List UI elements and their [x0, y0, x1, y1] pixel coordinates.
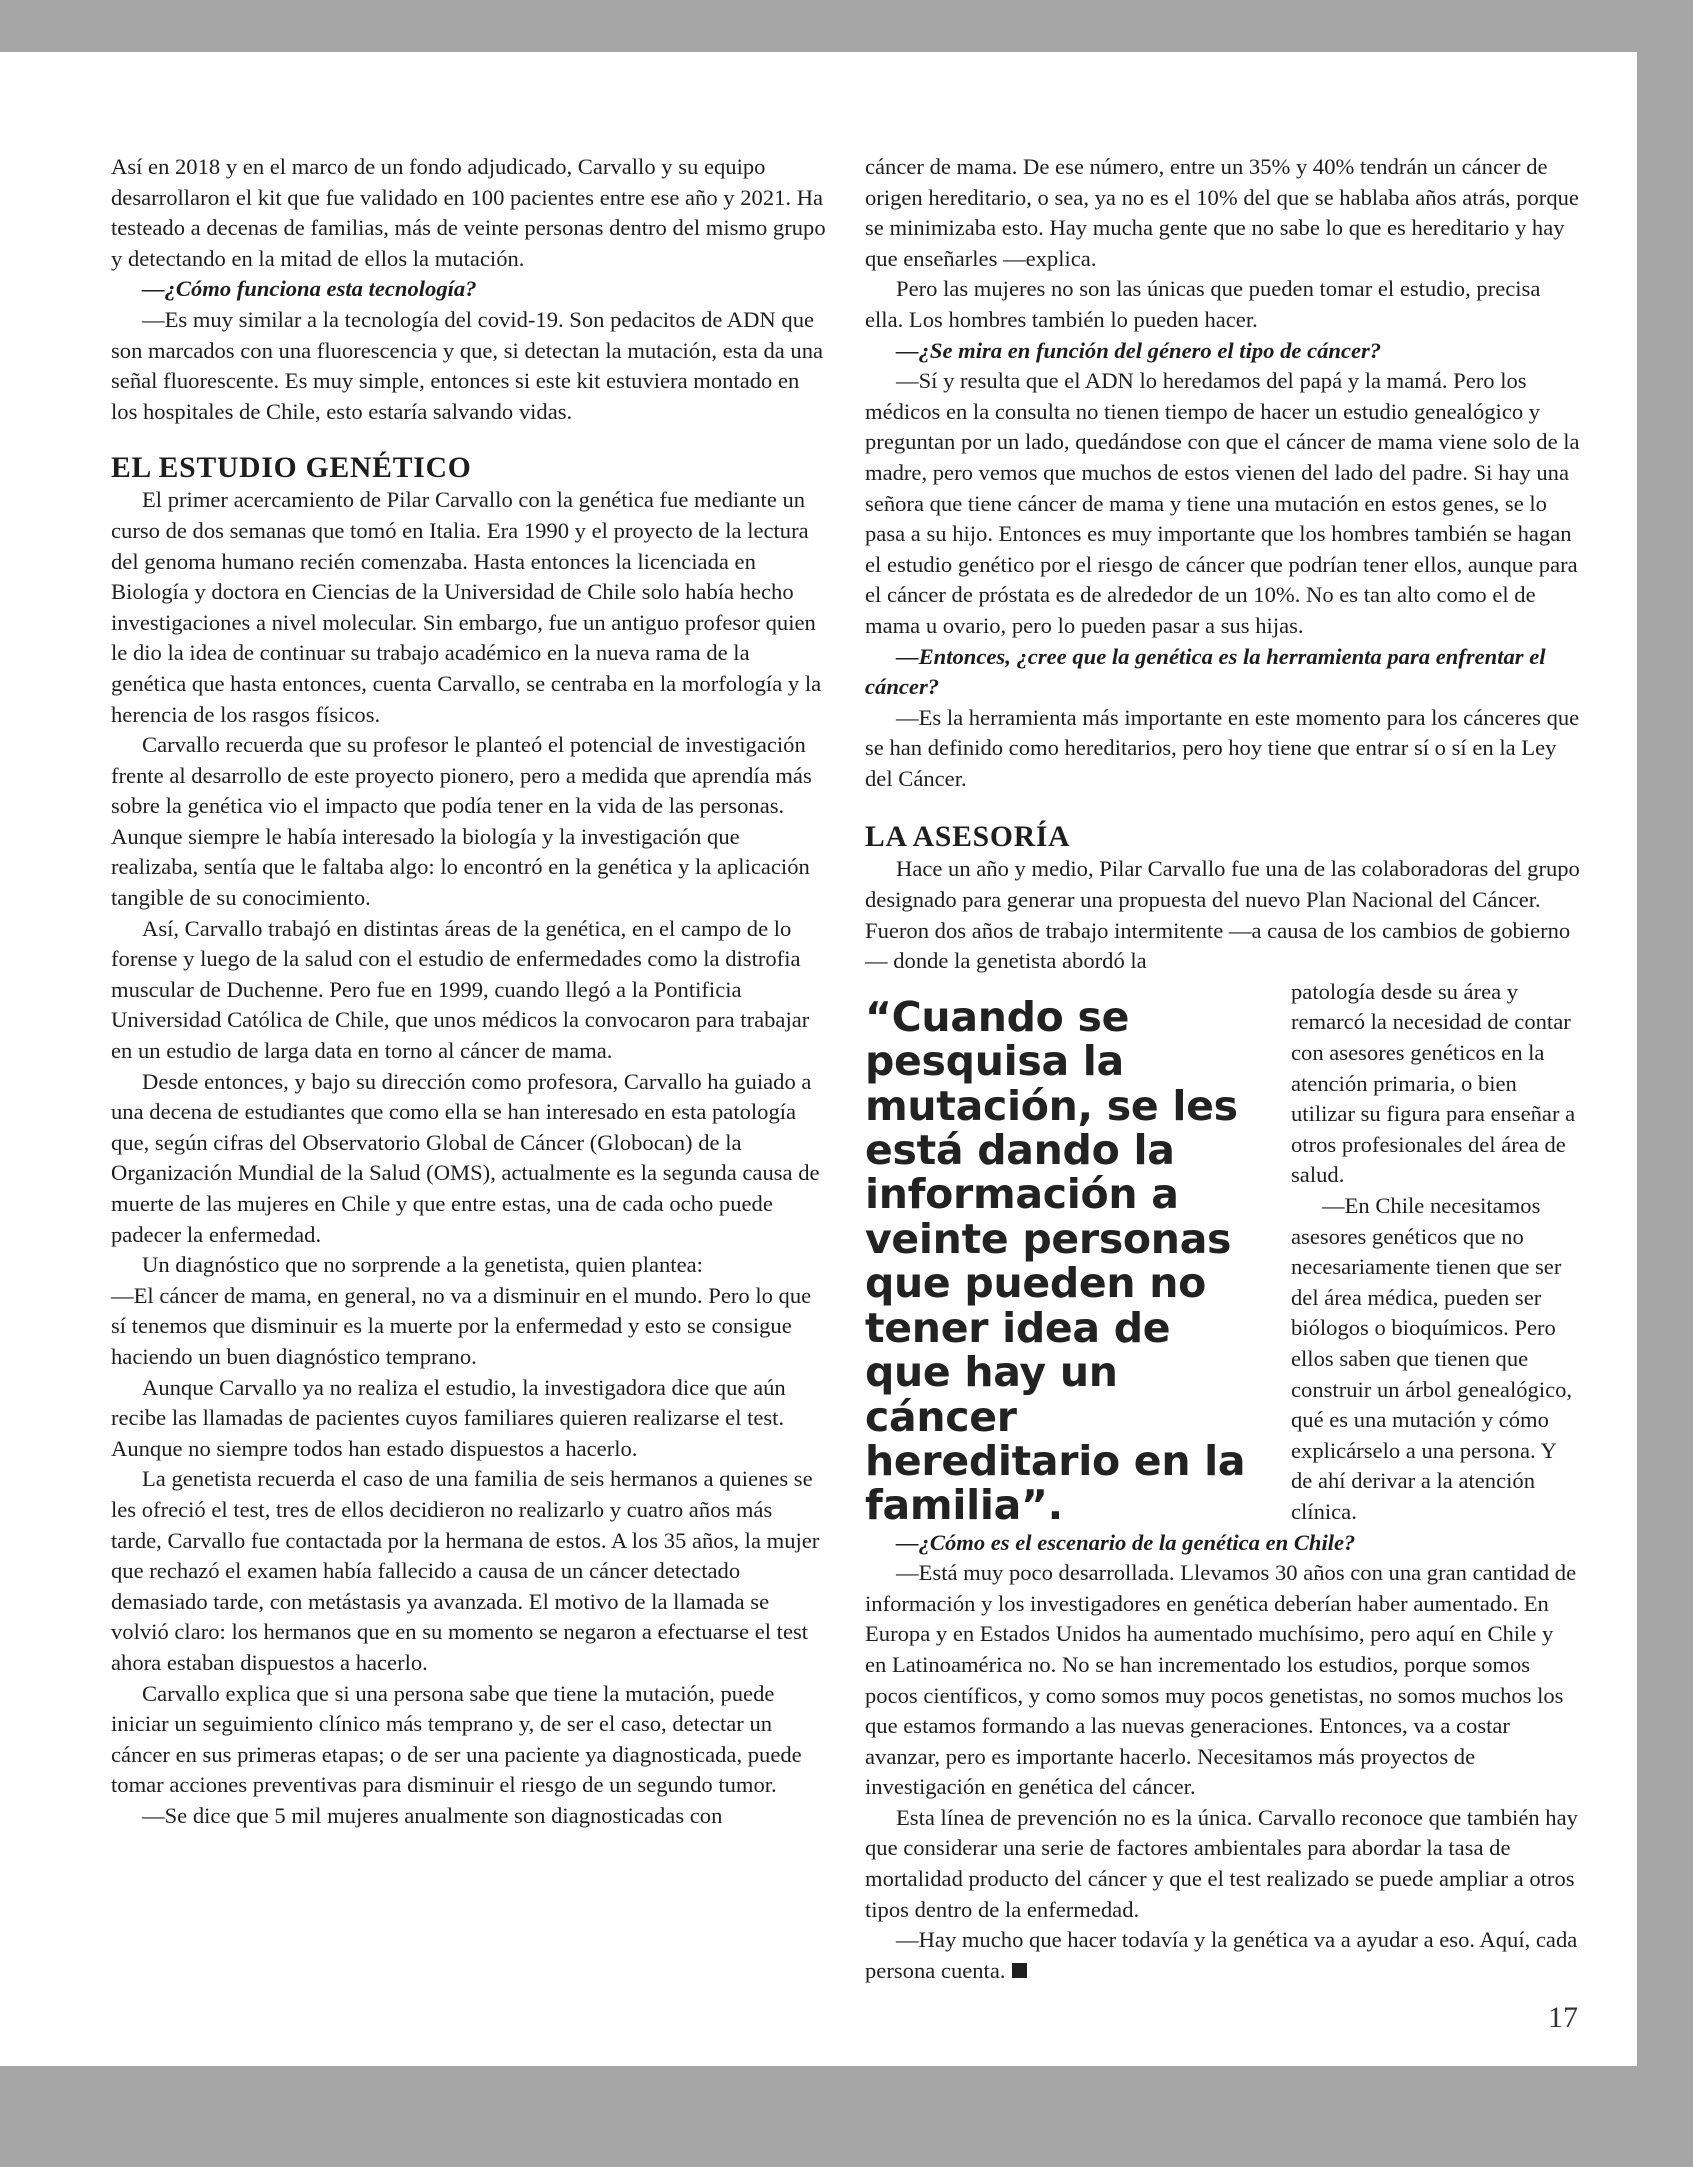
interview-question: —Entonces, ¿cree que la genética es la herramienta para enfrentar el cáncer?	[865, 643, 1546, 700]
closing-text: —Hay mucho que hacer todavía y la genética va a ayudar a eso. Aquí, cada persona cuenta.	[865, 1927, 1578, 1983]
interview-question: —¿Cómo funciona esta tecnología?	[142, 276, 477, 302]
paragraph: cáncer de mama. De ese número, entre un 35% y 40% tendrán un cáncer de origen hereditario, o sea, ya no es el 10% del que se hablaba años atrás, porque se minimizaba esto. Hay mucha gente que no sabe lo que es hereditario y hay que enseñarles —explica.	[865, 154, 1579, 271]
paragraph: Aunque Carvallo ya no realiza el estudio, la investigadora dice que aún recibe las llamadas de pacientes cuyos familiares quieren realizarse el test. Aunque no siempre todos han estado dispuestos a hacerlo.	[111, 1374, 786, 1461]
interview-question: —¿Cómo es el escenario de la genética en Chile?	[896, 1529, 1356, 1555]
paragraph: Así, Carvallo trabajó en distintas áreas de la genética, en el campo de lo forense y luego de la salud con el estudio de enfermedades como la distrofia muscular de Duchenne. Pero fue en 1999, cuando llegó a la Pontificia Universidad Católica de Chile, que unos médicos la convocaron para trabajar en un estudio de larga data en torno al cáncer de mama.	[111, 915, 810, 1064]
section-heading-estudio: EL ESTUDIO GENÉTICO	[111, 452, 472, 485]
paragraph: —Es la herramienta más importante en este momento para los cánceres que se han definido como hereditarios, pero hoy tiene que entrar sí o sí en la Ley del Cáncer.	[865, 704, 1580, 791]
end-mark-icon	[1012, 1963, 1027, 1978]
paragraph: Esta línea de prevención no es la única. Carvallo reconoce que también hay que considerar una serie de factores ambientales para abordar la tasa de mortalidad producto del cáncer y que el test realizado se puede ampliar a otros tipos dentro de la enfermedad.	[865, 1804, 1578, 1922]
page-number: 17	[1548, 2001, 1578, 2034]
paragraph: Hace un año y medio, Pilar Carvallo fue una de las colaboradoras del grupo designado para generar una propuesta del nuevo Plan Nacional del Cáncer. Fueron dos años de trabajo intermitente —a causa de los cambios de gobierno— donde la genetista abordó la	[865, 856, 1580, 974]
paragraph: Un diagnóstico que no sorprende a la genetista, quien plantea:	[142, 1252, 703, 1278]
paragraph: Carvallo recuerda que su profesor le planteó el potencial de investigación frente al desarrollo de este proyecto pionero, pero a medida que aprendía más sobre la genética vio el impacto que podía tener en la vida de las personas. Aunque siempre le había interesado la biología y la investigación que realizaba, sentía que le faltaba algo: lo encontró en la genética y la aplicación tangible de su conocimiento.	[111, 732, 812, 911]
paragraph: El primer acercamiento de Pilar Carvallo con la genética fue mediante un curso de dos semanas que tomó en Italia. Era 1990 y el proyecto de la lectura del genoma humano recién comenzaba. Hasta entonces la licenciada en Biología y doctora en Ciencias de la Universidad de Chile solo había hecho investigaciones a nivel molecular. Sin embargo, fue un antiguo profesor quien le dio la idea de continuar su trabajo académico en la nueva rama de la genética que hasta entonces, cuenta Carvallo, se centraba en la morfología y la herencia de los rasgos físicos.	[111, 487, 822, 727]
paragraph: La genetista recuerda el caso de una familia de seis hermanos a quienes se les ofreció el test, tres de ellos decidieron no realizarlo y cuatro años más tarde, Carvallo fue contactada por la hermana de estos. A los 35 años, la mujer que rechazó el examen había fallecido a causa de un cáncer detectado demasiado tarde, con metástasis ya avanzada. El motivo de la llamada se volvió claro: los hermanos que en su momento se negaron a efectuarse el test ahora estaban dispuestos a hacerlo.	[111, 1466, 820, 1675]
paragraph: —Sí y resulta que el ADN lo heredamos del papá y la mamá. Pero los médicos en la consulta no tienen tiempo de hacer un estudio genealógico y preguntan por un lado, quedándose con que el cáncer de mama viene solo de la madre, pero vemos que muchos de estos vienen del lado del padre. Si hay una señora que tiene cáncer de mama y tiene una mutación en estos genes, se lo pasa a su hijo. Entonces es muy importante que los hombres también se hagan el estudio genético por el riesgo de cáncer que podrían tener ellos, aunque para el cáncer de próstata es de alrededor de un 10%. No es tan alto como el de mama u ovario, pero lo pueden pasar a sus hijas.	[865, 368, 1580, 638]
paragraph	[865, 1925, 1580, 1986]
page-sheet	[0, 52, 1637, 2066]
section-heading-asesoria: LA ASESORÍA	[865, 821, 1071, 854]
paragraph: —En Chile necesitamos asesores genéticos que no necesariamente tienen que ser del área médica, pueden ser biólogos o bioquímicos. Pero ellos saben que tienen que construir un árbol genealógico, qué es una mutación y cómo explicárselo a una persona. Y de ahí derivar a la atención clínica.	[1291, 1193, 1573, 1524]
paragraph: —Es muy similar a la tecnología del covid-19. Son pedacitos de ADN que son marcados con una fluorescencia y que, si detectan la mutación, esta da una señal fluorescente. Es muy simple, entonces si este kit estuviera montado en los hospitales de Chile, esto estaría salvando vidas.	[111, 306, 824, 424]
left-column	[111, 152, 826, 1831]
paragraph: —Está muy poco desarrollada. Llevamos 30 años con una gran cantidad de información y los investigadores en genética deberían haber aumentado. En Europa y en Estados Unidos ha aumentado muchísimo, pero aquí en Chile y en Latinoamérica no. No se han incrementado los estudios, porque somos pocos científicos, y como somos muy pocos genetistas, no somos muchos los que estamos formando a las nuevas generaciones. Entonces, va a costar avanzar, pero es importante hacerlo. Necesitamos más proyectos de investigación en genética del cáncer.	[865, 1560, 1577, 1800]
interview-question: —¿Se mira en función del género el tipo de cáncer?	[896, 337, 1382, 363]
paragraph: Carvallo explica que si una persona sabe que tiene la mutación, puede iniciar un seguimiento clínico más temprano y, de ser el caso, detectar un cáncer en sus primeras etapas; o de ser una paciente ya diagnosticada, puede tomar acciones preventivas para disminuir el riesgo de un segundo tumor.	[111, 1680, 802, 1798]
paragraph: —Se dice que 5 mil mujeres anualmente son diagnosticadas con	[142, 1802, 723, 1828]
paragraph: —El cáncer de mama, en general, no va a disminuir en el mundo. Pero lo que sí tenemos que disminuir es la muerte por la enfermedad y esto se consigue haciendo un buen diagnóstico temprano.	[111, 1282, 812, 1369]
paragraph: Así en 2018 y en el marco de un fondo adjudicado, Carvallo y su equipo desarrollaron el kit que fue validado en 100 pacientes entre ese año y 2021. Ha testeado a decenas de familias, más de veinte personas dentro del mismo grupo y detectando en la mitad de ellos la mutación.	[111, 154, 826, 271]
paragraph: patología desde su área y remarcó la necesidad de contar con asesores genéticos en la atención primaria, o bien utilizar su figura para enseñar a otros profesionales del área de salud.	[1291, 978, 1576, 1188]
pull-quote: “Cuando se pesquisa la mutación, se les está dando la información a veinte personas que pueden no tener idea de que hay un cáncer hereditario en la familia”.	[865, 992, 1246, 1530]
paragraph: Pero las mujeres no son las únicas que pueden tomar el estudio, precisa ella. Los hombres también lo pueden hacer.	[865, 276, 1541, 332]
right-column	[865, 152, 1580, 1986]
paragraph: Desde entonces, y bajo su dirección como profesora, Carvallo ha guiado a una decena de estudiantes que como ella se han interesado en esta patología que, según cifras del Observatorio Global de Cáncer (Globocan) de la Organización Mundial de la Salud (OMS), actualmente es la segunda causa de muerte de las mujeres en Chile y que entre estas, una de cada ocho puede padecer la enfermedad.	[111, 1068, 820, 1247]
pull-quote-box	[865, 992, 1265, 1530]
